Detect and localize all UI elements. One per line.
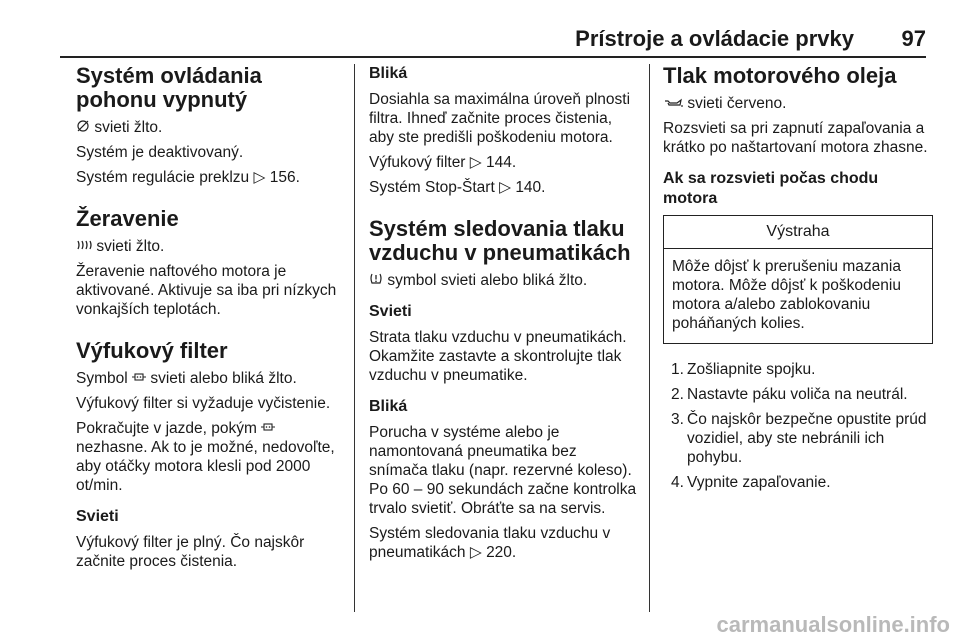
ref-arrow-icon: ▷ — [253, 169, 266, 186]
exhaust-filter-icon — [132, 369, 146, 388]
ref-arrow-icon: ▷ — [469, 544, 482, 561]
ref-arrow-icon: ▷ — [469, 154, 482, 171]
subsection-title: Svieti — [76, 508, 119, 525]
paragraph: Rozsvieti sa pri zapnutí zapaľovania a krátko po naštartovaní motora zhasne. — [663, 120, 928, 156]
oil-can-icon — [663, 94, 683, 113]
paragraph: symbol svieti alebo bliká žlto. — [369, 271, 637, 290]
exhaust-filter-icon — [261, 419, 275, 438]
paragraph: Systém regulácie preklzu ▷ 156. — [76, 169, 300, 186]
column-2 — [369, 64, 637, 568]
watermark: carmanualsonline.info — [716, 612, 950, 637]
traction-off-icon — [76, 118, 90, 137]
list-item: 1. Zošliapnite spojku. — [671, 361, 816, 378]
section-title: Systém ovládania pohonu vypnutý — [76, 63, 262, 112]
column-divider — [649, 64, 650, 612]
paragraph: Porucha v systéme alebo je namontovaná pneumatika bez snímača tlaku (napr. rezervné koleso). Po 60 – 90 sekundách začne kontrolka trvalo svietiť. Obráťte sa na servis. — [369, 424, 637, 517]
paragraph: svieti žlto. — [76, 237, 342, 256]
section-title: Žeravenie — [76, 206, 179, 231]
column-divider — [354, 64, 355, 612]
list-item: 3. Čo najskôr bezpečne opustite prúd vozidiel, aby ste nebránili ich pohybu. — [671, 411, 927, 466]
subsection-title: Ak sa rozsvieti počas chodu motora — [663, 170, 879, 207]
warning-text: Môže dôjsť k prerušeniu mazania motora. Môže dôjsť k poškodeniu motora a/alebo zablokovaniu poháňaných kolies. — [672, 258, 901, 332]
paragraph: Výfukový filter ▷ 144. — [369, 154, 517, 171]
subsection-title: Svieti — [369, 303, 412, 320]
subsection-title: Bliká — [369, 398, 408, 415]
page-ref-link[interactable]: 220. — [486, 544, 517, 561]
paragraph: Žeravenie naftového motora je aktivované. Aktivuje sa iba pri nízkych vonkajších teplotách. — [76, 263, 337, 318]
list-item: 4. Vypnite zapaľovanie. — [671, 474, 831, 491]
page-number: 97 — [901, 26, 926, 51]
section-title: Systém sledovania tlaku vzduchu v pneumatikách — [369, 216, 631, 265]
steps-list — [663, 360, 933, 492]
paragraph: Dosiahla sa maximálna úroveň plnosti filtra. Ihneď začnite proces čistenia, aby ste predišli poškodeniu motora. — [369, 91, 631, 146]
paragraph: Výfukový filter si vyžaduje vyčistenie. — [76, 395, 331, 412]
paragraph: Strata tlaku vzduchu v pneumatikách. Okamžite zastavte a skontrolujte tlak vzduchu v pneumatike. — [369, 329, 627, 384]
warning-title: Výstraha — [664, 216, 932, 249]
glow-plug-icon — [76, 237, 92, 256]
header-rule — [60, 56, 926, 58]
paragraph: svieti červeno. — [663, 94, 933, 113]
list-item: 2. Nastavte páku voliča na neutrál. — [671, 386, 908, 403]
warning-box — [663, 215, 933, 344]
paragraph: Výfukový filter je plný. Čo najskôr začnite proces čistenia. — [76, 534, 305, 570]
page-header — [60, 26, 926, 56]
section-title: Výfukový filter — [76, 338, 228, 363]
column-3 — [663, 64, 933, 498]
column-1 — [76, 64, 342, 577]
paragraph: Pokračujte v jazde, pokým nezhasne. Ak to je možné, nedovoľte, aby otáčky motora klesli pod 2000 ot/min. — [76, 420, 335, 494]
paragraph: Systém sledovania tlaku vzduchu v pneumatikách ▷ 220. — [369, 525, 611, 561]
chapter-title: Prístroje a ovládacie prvky — [575, 26, 854, 51]
paragraph: Symbol svieti alebo bliká žlto. — [76, 370, 297, 387]
paragraph: Systém je deaktivovaný. — [76, 144, 244, 161]
page-ref-link[interactable]: 144. — [486, 154, 517, 171]
page-ref-link[interactable]: 156. — [269, 169, 300, 186]
paragraph: Systém Stop-Štart ▷ 140. — [369, 179, 546, 196]
paragraph: svieti žlto. — [76, 118, 342, 137]
page-ref-link[interactable]: 140. — [515, 179, 546, 196]
ref-arrow-icon: ▷ — [499, 179, 511, 196]
tire-pressure-icon — [369, 271, 383, 290]
subsection-title: Bliká — [369, 65, 408, 82]
section-title: Tlak motorového oleja — [663, 63, 897, 88]
